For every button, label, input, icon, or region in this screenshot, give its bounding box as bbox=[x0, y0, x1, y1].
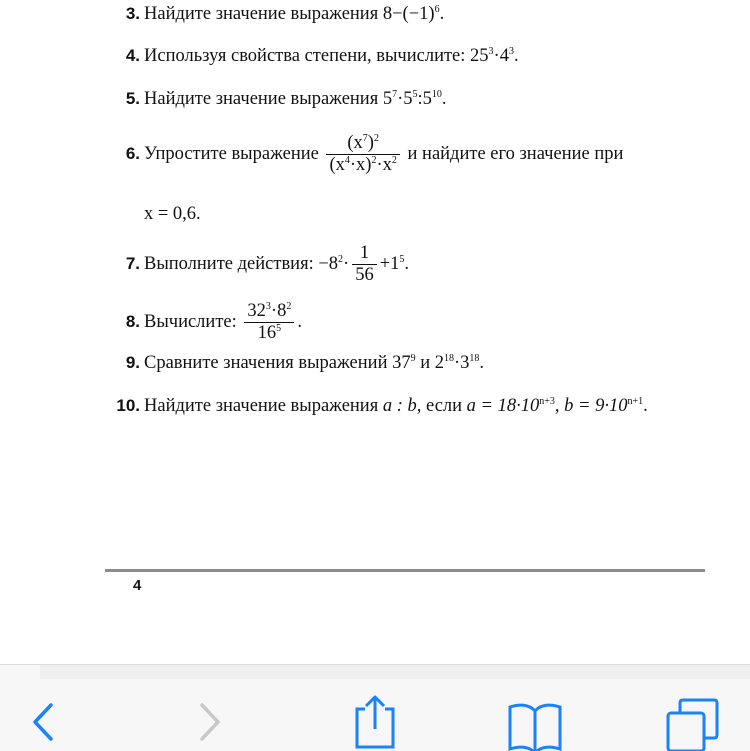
expression: $5^7\cdot 5^5:5^{10}$. bbox=[382, 88, 447, 109]
problem-text: Упростите выражение bbox=[144, 144, 319, 165]
share-button[interactable] bbox=[345, 691, 405, 751]
fraction-numerator: $(x^7)^2$ bbox=[347, 132, 379, 153]
problem-5 bbox=[108, 88, 447, 110]
problem-number: 6. bbox=[125, 144, 140, 164]
problem-10 bbox=[108, 395, 648, 417]
page-number: 4 bbox=[133, 577, 142, 594]
book-icon bbox=[505, 691, 565, 751]
problem-4 bbox=[108, 45, 519, 67]
back-button[interactable] bbox=[23, 691, 83, 751]
problem-text: Найдите значение выражения bbox=[144, 89, 379, 109]
problem-text: Используя свойства степени, вычислите: bbox=[144, 46, 466, 66]
tabs-button[interactable] bbox=[662, 691, 722, 751]
expression: $8-(-1)^6$. bbox=[382, 3, 445, 24]
expression: $-8^2\cdot$ $\frac{1}{56}$ $+1^5$. bbox=[318, 243, 410, 286]
chevron-right-icon bbox=[188, 691, 248, 751]
problem-8 bbox=[108, 301, 302, 345]
problem-text: Сравните значения выражений bbox=[144, 353, 388, 373]
expression: a : b, если $a = 18\cdot 10^{n+3}$, $b = 9\cdot 10^{n+1}$. bbox=[382, 395, 648, 416]
problem-text: Вычислите: bbox=[144, 312, 237, 333]
bookmarks-button[interactable] bbox=[505, 691, 565, 751]
problem-text: Найдите значение выражения bbox=[144, 396, 379, 416]
toolbar-top-strip bbox=[40, 665, 750, 679]
fraction-denominator: $16^5$ bbox=[244, 322, 294, 344]
problem-number: 8. bbox=[125, 312, 140, 332]
problem-6-continuation: x = 0,6. bbox=[144, 204, 201, 224]
problem-number: 4. bbox=[125, 46, 140, 65]
fraction-numerator: $32^3\cdot 8^2$ bbox=[247, 300, 292, 321]
tabs-icon bbox=[662, 691, 722, 751]
problem-text: Выполните действия: bbox=[144, 254, 314, 275]
browser-toolbar bbox=[0, 664, 750, 751]
problem-7 bbox=[108, 243, 409, 287]
problem-9 bbox=[108, 352, 484, 374]
problem-6 bbox=[108, 133, 623, 177]
fraction-denominator: $(x^4\cdot x)^2\cdot x^2$ bbox=[326, 154, 399, 176]
problem-number: 9. bbox=[125, 353, 140, 372]
fraction bbox=[244, 301, 294, 345]
problem-number: 10. bbox=[116, 396, 140, 415]
footer-divider bbox=[105, 569, 705, 572]
end-mark: . bbox=[297, 312, 302, 333]
expression: $25^3\cdot 4^3$. bbox=[470, 45, 519, 66]
problem-text-after: и найдите его значение при bbox=[407, 144, 624, 165]
problem-3 bbox=[108, 3, 444, 25]
forward-button[interactable] bbox=[188, 691, 248, 751]
problem-text: Найдите значение выражения bbox=[144, 4, 379, 24]
problem-number: 7. bbox=[125, 254, 140, 274]
problem-number: 3. bbox=[125, 4, 140, 23]
expression: $37^9$ и $2^{18}\cdot 3^{18}$. bbox=[392, 352, 485, 373]
problem-number: 5. bbox=[125, 89, 140, 108]
fraction bbox=[326, 133, 399, 177]
share-icon bbox=[345, 691, 405, 751]
chevron-left-icon bbox=[23, 691, 83, 751]
fraction: $\frac{1}{56}$ bbox=[352, 243, 377, 287]
